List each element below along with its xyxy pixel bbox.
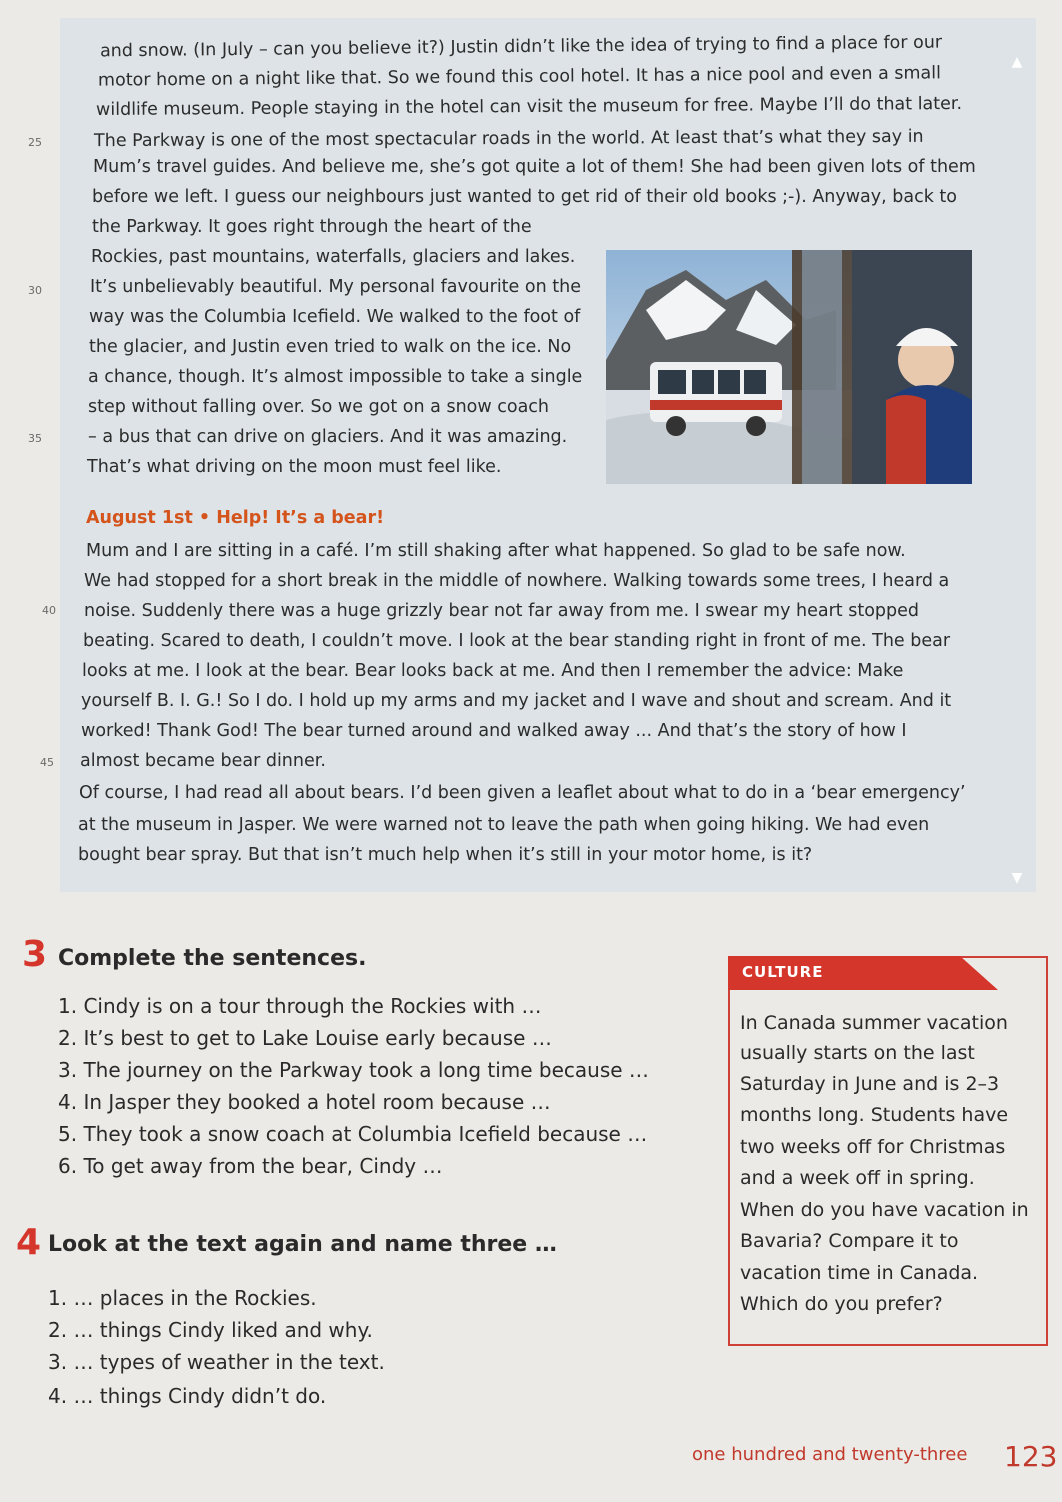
- story-line: bought bear spray. But that isn’t much help when it’s still in your motor home, is it?: [78, 845, 813, 865]
- scroll-up-arrow-icon[interactable]: ▲: [1011, 54, 1023, 70]
- story-line: wildlife museum. People staying in the hotel can visit the museum for free. Maybe I’ll do that later.: [95, 93, 963, 121]
- snow-coach-photo: [606, 250, 972, 484]
- story-line: worked! Thank God! The bear turned around and walked away ... And that’s the story of how I: [81, 721, 907, 741]
- story-line: step without falling over. So we got on a snow coach: [88, 397, 550, 417]
- story-line: The Parkway is one of the most spectacular roads in the world. At least that’s what they say in: [93, 126, 924, 152]
- story-line: the glacier, and Justin even tried to walk on the ice. No: [89, 337, 572, 357]
- exercise-3-item: 6. To get away from the bear, Cindy …: [58, 1154, 443, 1178]
- page-number-words: one hundred and twenty-three: [692, 1444, 968, 1465]
- culture-line: and a week off in spring.: [740, 1167, 975, 1189]
- exercise-4-item: 2. … things Cindy liked and why.: [48, 1318, 373, 1342]
- story-line: before we left. I guess our neighbours just wanted to get rid of their old books ;-). Anyway, back to: [92, 187, 957, 207]
- culture-line: usually starts on the last: [740, 1042, 975, 1064]
- story-line: – a bus that can drive on glaciers. And it was amazing.: [88, 427, 568, 447]
- culture-line: In Canada summer vacation: [740, 1012, 1008, 1034]
- line-number: 40: [42, 604, 56, 617]
- story-line: almost became bear dinner.: [80, 751, 326, 771]
- story-line: looks at me. I look at the bear. Bear looks back at me. And then I remember the advice: Make: [82, 661, 904, 681]
- story-line: Of course, I had read all about bears. I’d been given a leaflet about what to do in a ‘bear emergency’: [79, 783, 966, 803]
- culture-line: Bavaria? Compare it to: [740, 1230, 959, 1252]
- culture-line: months long. Students have: [740, 1104, 1009, 1126]
- exercise-3-number: 3: [22, 934, 48, 975]
- exercise-4-item: 3. … types of weather in the text.: [48, 1350, 385, 1374]
- story-line: Rockies, past mountains, waterfalls, glaciers and lakes.: [91, 247, 576, 267]
- exercise-3-item: 5. They took a snow coach at Columbia Icefield because …: [58, 1122, 648, 1146]
- culture-label: CULTURE: [742, 963, 824, 981]
- culture-line: When do you have vacation in: [740, 1199, 1029, 1221]
- story-line: beating. Scared to death, I couldn’t move. I look at the bear standing right in front of me. The bear: [83, 631, 951, 651]
- exercise-3-item: 3. The journey on the Parkway took a long time because …: [58, 1058, 649, 1082]
- story-line: at the museum in Jasper. We were warned not to leave the path when going hiking. We had even: [78, 815, 930, 835]
- line-number: 45: [40, 756, 54, 769]
- snow-coach-illustration: [606, 250, 972, 484]
- story-line: way was the Columbia Icefield. We walked to the foot of: [89, 307, 581, 327]
- story-line: Mum and I are sitting in a café. I’m still shaking after what happened. So glad to be safe now.: [86, 541, 906, 561]
- story-line: We had stopped for a short break in the middle of nowhere. Walking towards some trees, I heard a: [84, 571, 950, 591]
- line-number: 35: [28, 432, 42, 445]
- line-number: 25: [28, 136, 42, 149]
- exercise-4-title: Look at the text again and name three …: [48, 1232, 557, 1257]
- page-number: 123: [1004, 1440, 1058, 1473]
- story-line: That’s what driving on the moon must feel like.: [87, 457, 502, 477]
- exercise-3-title: Complete the sentences.: [58, 946, 367, 971]
- story-line: yourself B. I. G.! So I do. I hold up my arms and my jacket and I wave and shout and scream. And it: [81, 691, 952, 711]
- story-line: Mum’s travel guides. And believe me, she’s got quite a lot of them! She had been given lots of them: [93, 157, 976, 177]
- culture-line: vacation time in Canada.: [740, 1262, 979, 1284]
- story-line: the Parkway. It goes right through the heart of the: [92, 217, 532, 237]
- diary-entry-heading: August 1st • Help! It’s a bear!: [86, 508, 385, 528]
- exercise-3-item: 1. Cindy is on a tour through the Rockies with …: [58, 994, 542, 1018]
- exercise-3-item: 4. In Jasper they booked a hotel room because …: [58, 1090, 551, 1114]
- story-line: noise. Suddenly there was a huge grizzly bear not far away from me. I swear my heart stopped: [84, 601, 920, 621]
- story-line: and snow. (In July – can you believe it?) Justin didn’t like the idea of trying to find a place for our: [99, 32, 943, 62]
- story-line: a chance, though. It’s almost impossible to take a single: [88, 367, 583, 387]
- exercise-3-item: 2. It’s best to get to Lake Louise early because …: [58, 1026, 552, 1050]
- scroll-down-arrow-icon[interactable]: ▼: [1011, 870, 1023, 886]
- culture-line: Saturday in June and is 2–3: [740, 1073, 1000, 1095]
- culture-line: Which do you prefer?: [740, 1293, 943, 1315]
- story-line: It’s unbelievably beautiful. My personal favourite on the: [90, 277, 581, 297]
- exercise-4-number: 4: [16, 1222, 42, 1263]
- culture-line: two weeks off for Christmas: [740, 1136, 1006, 1158]
- exercise-4-item: 1. … places in the Rockies.: [48, 1286, 317, 1310]
- line-number: 30: [28, 284, 42, 297]
- story-line: motor home on a night like that. So we found this cool hotel. It has a nice pool and even a small: [97, 63, 942, 91]
- exercise-4-item: 4. … things Cindy didn’t do.: [48, 1384, 327, 1408]
